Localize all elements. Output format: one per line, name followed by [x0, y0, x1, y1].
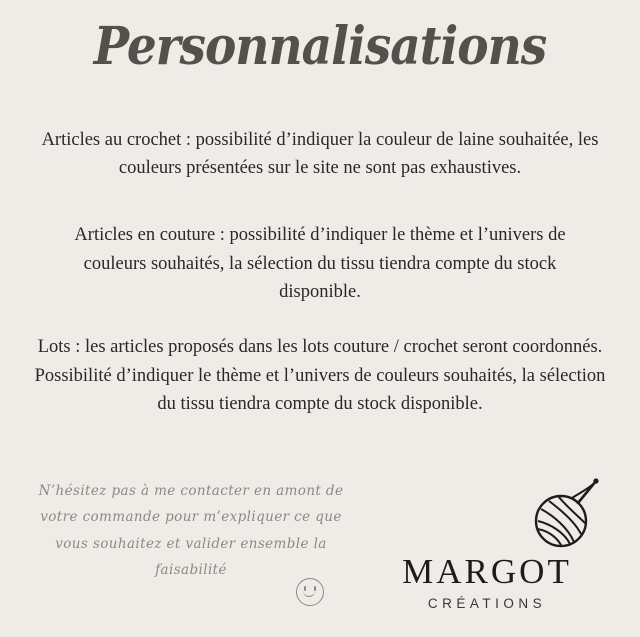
brand-subtitle: CRÉATIONS [427, 596, 547, 611]
paragraph-couture: Articles en couture : possibilité d’indiquer le thème et l’univers de couleurs souhaités, la sélection du tissu tiendra compte du stock disponible. [74, 225, 566, 303]
paragraph-lots: Lots : les articles proposés dans les lots couture / crochet seront coordonnés. Possibilité d’indiquer le thème et l’univers de couleurs souhaités, la sélection du tissu tiendra compte du stock disponible. [34, 337, 606, 415]
smiley-mouth [303, 589, 315, 597]
brand-logo [362, 554, 612, 611]
smiley-face-icon [296, 578, 324, 606]
page-title: Personnalisations [93, 15, 547, 78]
yarn-ball-icon [528, 476, 602, 550]
paragraph-crochet: Articles au crochet : possibilité d’indiquer la couleur de laine souhaitée, les couleurs présentées sur le site ne sont pas exhaustives. [41, 129, 599, 179]
brand-name: MARGOT [402, 552, 572, 591]
contact-note: N’hésitez pas à me contacter en amont de votre commande pour m’expliquer ce que vous souhaitez et valider ensemble la faisabilité [38, 483, 344, 578]
